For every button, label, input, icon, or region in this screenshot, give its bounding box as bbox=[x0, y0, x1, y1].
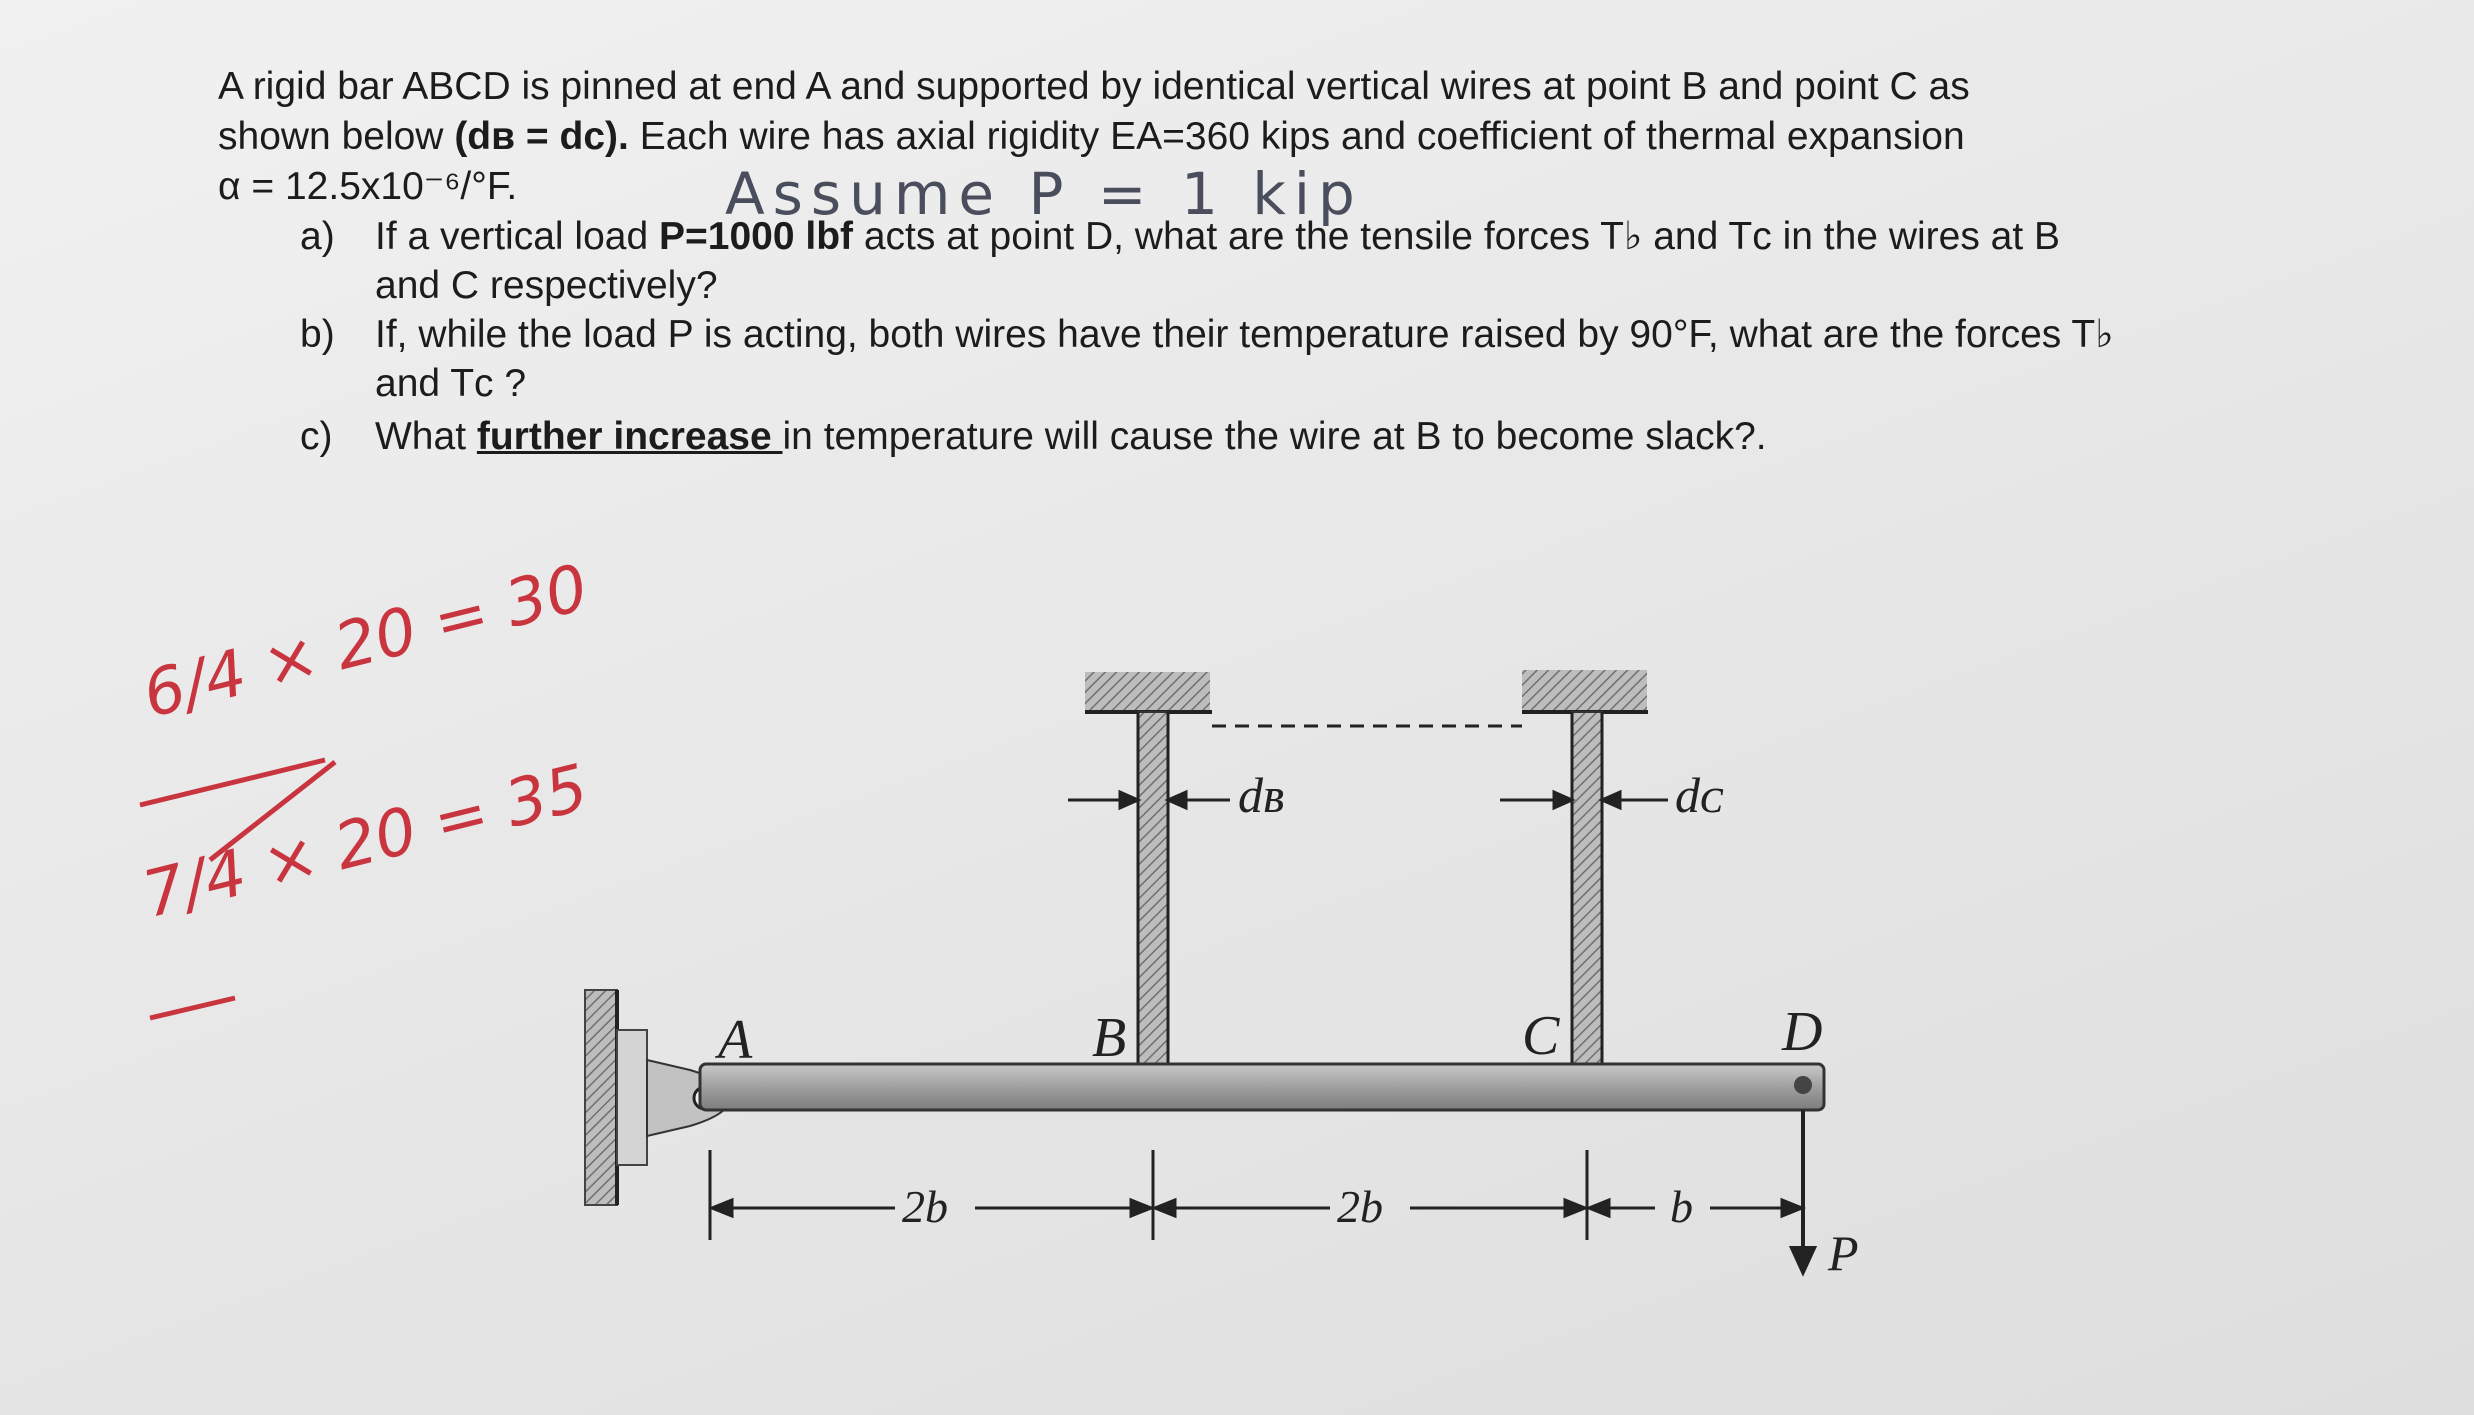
red-note-2: 7/4 × 20 = 35 bbox=[136, 751, 595, 933]
load-value: P=1000 lbf bbox=[658, 215, 853, 258]
further-increase-text: further increase bbox=[476, 415, 783, 458]
pin-d bbox=[1794, 1076, 1812, 1094]
dimension-ab: 2b bbox=[902, 1181, 948, 1232]
question-c-text: What bbox=[375, 415, 477, 458]
load-arrow-p bbox=[1792, 1110, 1814, 1272]
question-letter: b) bbox=[300, 313, 335, 356]
label-d: D bbox=[1782, 1001, 1823, 1063]
wire-c bbox=[1572, 712, 1602, 1068]
question-c-text-cont: in temperature will cause the wire at B to become slack?. bbox=[782, 415, 1767, 458]
red-note-1: 6/4 × 20 = 30 bbox=[136, 551, 595, 733]
question-a-text-cont: acts at point D, what are the tensile forces T♭ and Tᴄ in the wires at B bbox=[853, 215, 2061, 258]
intro-line-1: A rigid bar ABCD is pinned at end A and supported by identical vertical wires at point B and point C as bbox=[218, 65, 1970, 108]
ceiling-support-b bbox=[1085, 672, 1210, 710]
handwritten-assume-note: Assume P = 1 kip bbox=[725, 160, 1363, 228]
label-b: B bbox=[1092, 1007, 1127, 1069]
load-label-p: P bbox=[1828, 1225, 1859, 1281]
question-a-line-2: and C respectively? bbox=[375, 264, 718, 307]
question-letter: a) bbox=[300, 215, 335, 258]
question-a-text: If a vertical load bbox=[375, 215, 659, 258]
dimension-line bbox=[710, 1150, 1802, 1240]
question-b-line-1: If, while the load P is acting, both wires have their temperature raised by 90°F, what are the forces T♭ bbox=[375, 313, 2114, 356]
question-b-line-2: and Tᴄ ? bbox=[375, 362, 527, 405]
ceiling-support-c bbox=[1522, 670, 1647, 710]
shown-below-text: shown below bbox=[218, 115, 444, 158]
intro-line-3: α = 12.5x10⁻⁶/°F. bbox=[218, 165, 518, 208]
pin-bracket bbox=[617, 1030, 647, 1165]
wall-support bbox=[585, 990, 617, 1205]
dimension-bc: 2b bbox=[1337, 1181, 1383, 1232]
label-a: A bbox=[718, 1009, 753, 1071]
wire-b bbox=[1138, 712, 1168, 1068]
rigid-bar-abcd bbox=[700, 1064, 1824, 1110]
wire-b-diameter-label: dʙ bbox=[1238, 767, 1285, 823]
label-c: C bbox=[1522, 1005, 1560, 1067]
wire-equality: (dʙ = dᴄ). bbox=[454, 115, 629, 158]
question-letter: c) bbox=[300, 415, 333, 458]
red-ink-strokes bbox=[140, 760, 335, 1018]
intro-line-2-rest: Each wire has axial rigidity EA=360 kips and coefficient of thermal expansion bbox=[639, 115, 1965, 158]
wire-c-diameter-label: dᴄ bbox=[1675, 767, 1723, 823]
dimension-cd: b bbox=[1670, 1181, 1693, 1232]
